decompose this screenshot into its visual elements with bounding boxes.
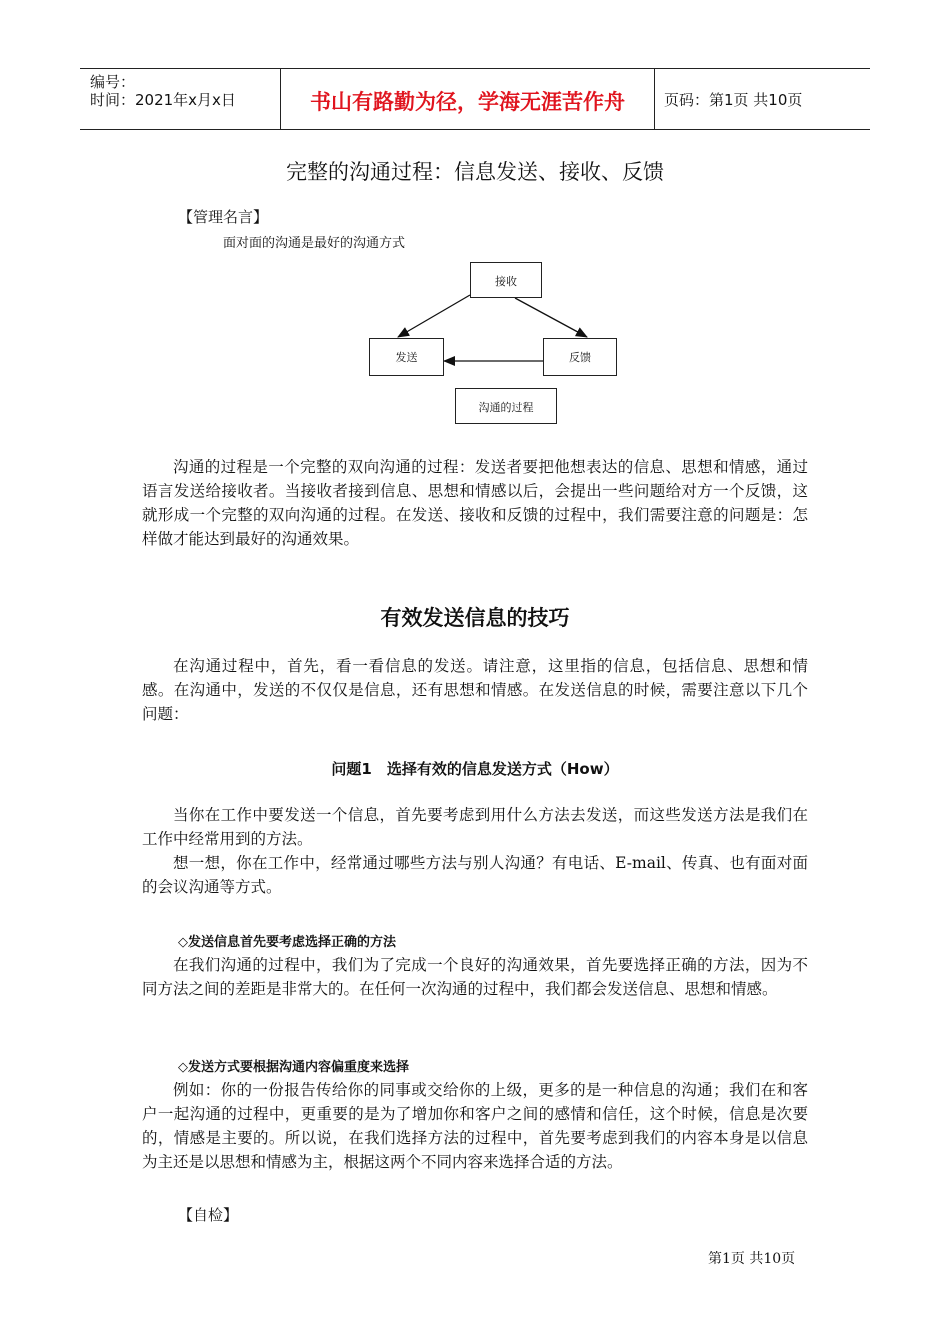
motto: 书山有路勤为径，学海无涯苦作舟	[310, 90, 625, 114]
process-caption: 沟通的过程	[478, 401, 534, 414]
feedback-box	[543, 338, 617, 376]
section-text: 在沟通过程中，首先，看一看信息的发送。请注意，这里指的信息，包括信息、思想和情感。在沟通中，发送的不仅仅是信息，还有思想和情感。在发送信息的时候，需要注意以下几个问题：	[142, 657, 808, 723]
point1-paragraph	[142, 953, 808, 1001]
page-footer: 第1页 共10页	[708, 1251, 796, 1267]
point2-paragraph	[142, 1078, 808, 1174]
question1-para1: 当你在工作中要发送一个信息，首先要考虑到用什么方法去发送，而这些发送方法是我们在工作中经常用到的方法。	[142, 806, 808, 848]
quote-label: 【管理名言】	[178, 208, 269, 226]
feedback-label: 反馈	[569, 351, 591, 364]
date-label: 时间：2021年x月x日	[90, 91, 236, 109]
section-paragraph	[142, 654, 808, 726]
quote-text: 面对面的沟通是最好的沟通方式	[223, 236, 406, 251]
question1-title: 问题1 选择有效的信息发送方式（How）	[331, 760, 619, 778]
point1-title: ◇发送信息首先要考虑选择正确的方法	[178, 935, 396, 950]
point2-title: ◇发送方式要根据沟通内容偏重度来选择	[178, 1060, 409, 1075]
question1-para2: 想一想，你在工作中，经常通过哪些方法与别人沟通？有电话、E-mail、传真、也有面对面的会议沟通等方式。	[142, 854, 808, 896]
question1-paragraphs	[142, 803, 808, 899]
section-title: 有效发送信息的技巧	[380, 606, 570, 630]
serial-label: 编号：	[90, 73, 136, 91]
send-label: 发送	[395, 351, 418, 364]
point1-text: 在我们沟通的过程中，我们为了完成一个良好的沟通效果，首先要选择正确的方法，因为不同方法之间的差距是非常大的。在任何一次沟通的过程中，我们都会发送信息、思想和情感。	[142, 956, 808, 998]
send-box	[369, 338, 444, 376]
point2-text: 例如：你的一份报告传给你的同事或交给你的上级，更多的是一种信息的沟通；我们在和客户一起沟通的过程中，更重要的是为了增加你和客户之间的感情和信任，这个时候，信息是次要的，情感是主要的。所以说，在我们选择方法的过程中，首先要考虑到我们的内容本身是以信息为主还是以思想和情感为主，根据这两个不同内容来选择合适的方法。	[142, 1081, 808, 1171]
arrow-receive-to-feedback	[515, 298, 587, 337]
process-caption-box	[455, 388, 557, 424]
self-check-label: 【自检】	[178, 1206, 239, 1224]
page-code: 页码：第1页 共10页	[664, 91, 803, 109]
intro-text: 沟通的过程是一个完整的双向沟通的过程：发送者要把他想表达的信息、思想和情感，通过语言发送给接收者。当接收者接到信息、思想和情感以后，会提出一些问题给对方一个反馈，这就形成一个完整的双向沟通的过程。在发送、接收和反馈的过程中，我们需要注意的问题是：怎样做才能达到最好的沟通效果。	[142, 458, 808, 548]
receive-box	[470, 262, 542, 298]
arrow-send-to-receive	[398, 295, 470, 337]
document-title: 完整的沟通过程：信息发送、接收、反馈	[286, 160, 664, 184]
communication-diagram	[0, 0, 950, 440]
intro-paragraph	[142, 455, 808, 551]
receive-label: 接收	[495, 275, 517, 288]
